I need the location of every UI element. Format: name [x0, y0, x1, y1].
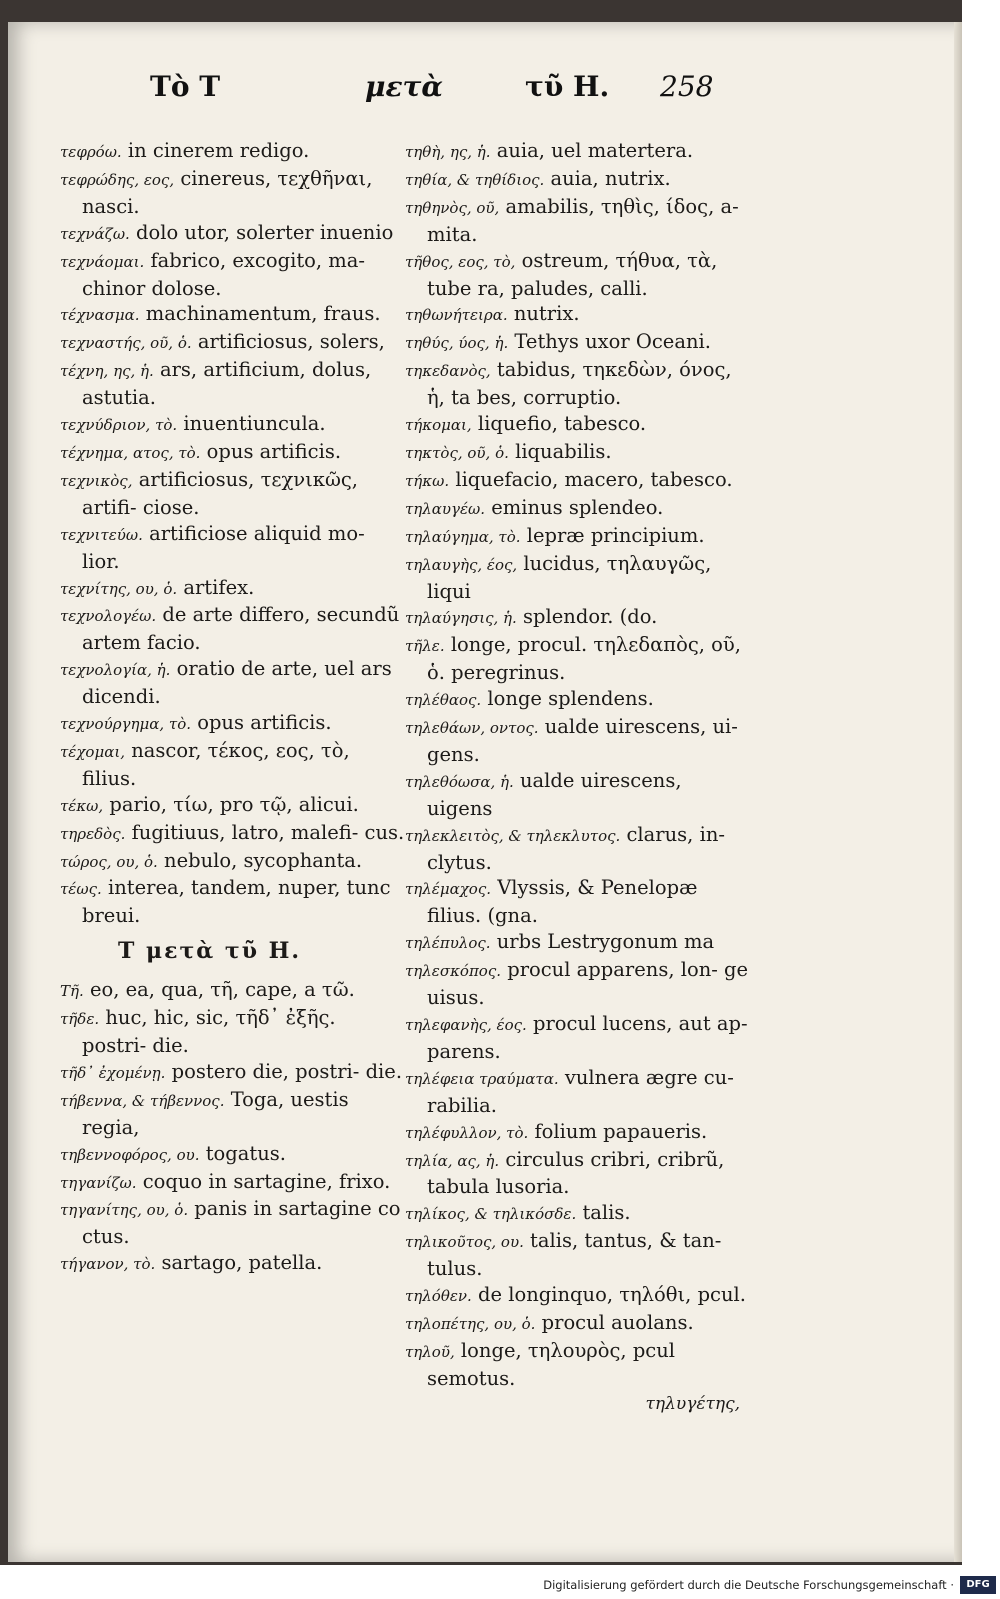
- entry-headword: τηλοπέτης, ου, ὁ.: [405, 1314, 536, 1333]
- dictionary-entry: [60, 138, 405, 166]
- page-edge: [954, 22, 962, 1562]
- dictionary-entry: [405, 714, 750, 768]
- entry-headword: τηθία, & τηθίδιος.: [405, 170, 545, 189]
- entry-definition: panis in sartagine co ctus.: [82, 1197, 401, 1249]
- entry-headword: τεχνικὸς,: [60, 471, 133, 490]
- entry-definition: ualde uirescens, uigens: [427, 768, 682, 820]
- entry-definition: lucidus, τηλαυγῶς, liqui: [427, 551, 712, 603]
- entry-headword: τώρος, ου, ὁ.: [60, 852, 158, 871]
- entry-definition: huc, hic, sic, τῆδ᾽ ἐξῆς. postri- die.: [82, 1006, 336, 1057]
- entry-definition: eo, ea, qua, τῆ, cape, a τῶ.: [89, 978, 355, 1002]
- entry-headword: τέχνημα, ατος, τὸ.: [60, 443, 201, 462]
- entry-definition: procul auolans.: [541, 1310, 694, 1334]
- entry-headword: τηγανίζω.: [60, 1173, 137, 1192]
- entry-definition: pario, τίω, pro τῷ, alicui.: [109, 792, 359, 816]
- footer-credit: Digitalisierung gefördert durch die Deutsche Forschungsgemeinschaft ·: [543, 1578, 954, 1592]
- entry-headword: τηλικοῦτος, ου.: [405, 1233, 524, 1252]
- entry-headword: τῆδ᾽ ἐχομένῃ.: [60, 1063, 166, 1082]
- entry-definition: tabidus, τηκεδὼν, όνος, ἡ, ta bes, corruptio.: [427, 358, 732, 410]
- dictionary-entry: [60, 848, 405, 876]
- entry-headword: τεφρώδης, εος,: [60, 170, 175, 189]
- entry-headword: τεχνίτης, ου, ὁ.: [60, 579, 178, 598]
- dictionary-entry: [60, 656, 405, 710]
- dictionary-entry: [60, 166, 405, 220]
- entry-definition: longe, τηλουρὸς, pcul semotus.: [427, 1338, 676, 1390]
- entry-definition: artifex.: [183, 575, 255, 599]
- entry-headword: τηλαυγὴς, έος,: [405, 555, 518, 574]
- right-column: [405, 138, 750, 1418]
- dictionary-entry: [60, 820, 405, 848]
- dictionary-entry: [405, 495, 750, 523]
- dictionary-entry: [405, 686, 750, 714]
- entry-headword: τήκω.: [405, 471, 450, 490]
- section-heading: Τ μετὰ τῦ Η.: [118, 938, 302, 965]
- dictionary-entry: [60, 357, 405, 411]
- entry-headword: τηλαυγέω.: [405, 499, 486, 518]
- entry-headword: τηλεθάων, οντος.: [405, 719, 539, 738]
- entry-headword: τῆθος, εος, τὸ,: [405, 252, 516, 271]
- entry-definition: machinamentum, fraus.: [145, 302, 381, 326]
- dictionary-entry: [405, 166, 750, 194]
- entry-definition: postero die, postri- die.: [171, 1059, 403, 1083]
- dictionary-entry: [60, 977, 405, 1005]
- footer: [0, 1575, 1000, 1599]
- entry-headword: τέως.: [60, 880, 102, 899]
- entry-headword: τεχνούργημα, τὸ.: [60, 715, 191, 734]
- dictionary-entry: [60, 220, 405, 248]
- entry-definition: inuentiuncula.: [183, 412, 326, 436]
- dictionary-entry: [405, 957, 750, 1011]
- dictionary-entry: [60, 1059, 405, 1087]
- dictionary-entry: [60, 248, 405, 302]
- entry-headword: τηγανίτης, ου, ὁ.: [60, 1201, 189, 1220]
- dictionary-entry: [60, 1087, 405, 1141]
- running-head: [150, 70, 714, 120]
- entry-definition: Toga, uestis regia,: [82, 1087, 349, 1139]
- entry-definition: artificiosus, solers,: [197, 330, 385, 354]
- dictionary-entry: [60, 1005, 405, 1059]
- entry-headword: τήκομαι,: [405, 416, 472, 435]
- dictionary-entry: [405, 523, 750, 551]
- dictionary-entry: [405, 329, 750, 357]
- entry-definition: lepræ principium.: [526, 523, 705, 547]
- entry-headword: τεχνάομαι.: [60, 252, 145, 271]
- entry-definition: auia, nutrix.: [550, 166, 671, 190]
- entry-definition: splendor. (do.: [523, 605, 658, 629]
- entry-headword: τεχνολογία, ἡ.: [60, 661, 171, 680]
- dictionary-entry: [60, 1250, 405, 1278]
- entry-headword: τηθὴ, ης, ἡ.: [405, 143, 491, 161]
- dictionary-entry: [405, 194, 750, 248]
- dictionary-entry: [405, 1147, 750, 1201]
- dictionary-entry: [405, 248, 750, 302]
- running-head-right: τῦ Η.: [525, 70, 610, 103]
- entry-headword: τηλίκος, & τηλικόσδε.: [405, 1205, 577, 1224]
- entry-headword: τεχνάζω.: [60, 224, 130, 243]
- dictionary-entry: [60, 467, 405, 521]
- entry-headword: τέχνασμα.: [60, 306, 140, 325]
- dictionary-entry: [405, 138, 750, 166]
- dictionary-entry: [405, 1065, 750, 1119]
- dictionary-entry: [405, 1011, 750, 1065]
- dictionary-entry: [60, 575, 405, 603]
- running-head-middle: μετὰ: [365, 70, 443, 103]
- entry-headword: τηκτὸς, οῦ, ὁ.: [405, 443, 509, 462]
- dfg-logo: DFG: [960, 1576, 996, 1594]
- entry-definition: procul apparens, lon- ge uisus.: [427, 958, 749, 1010]
- entry-definition: Tethys uxor Oceani.: [514, 330, 711, 354]
- dictionary-entry: [405, 822, 750, 876]
- entry-headword: τέχομαι,: [60, 742, 125, 761]
- entry-definition: artificiosus, τεχνικῶς, artifi- ciose.: [82, 467, 358, 519]
- entry-headword: τηλαύγησις, ἡ.: [405, 609, 517, 628]
- dictionary-entry: [60, 521, 405, 575]
- entry-headword: τεχνιτεύω.: [60, 525, 143, 544]
- entry-definition: liquabilis.: [515, 439, 612, 463]
- entry-headword: τέχνη, ης, ἡ.: [60, 362, 154, 381]
- entry-definition: togatus.: [205, 1141, 287, 1165]
- entry-headword: τηλέφυλλον, τὸ.: [405, 1123, 529, 1142]
- dictionary-entry: [405, 301, 750, 329]
- entry-definition: cinereus, τεχθῆναι, nasci.: [82, 166, 373, 218]
- entry-headword: τηλέθαος.: [405, 691, 482, 710]
- entry-definition: nebulo, sycophanta.: [164, 848, 363, 872]
- entry-definition: eminus splendeo.: [491, 495, 664, 519]
- dictionary-entry: [405, 411, 750, 439]
- entry-headword: τηλεθόωσα, ἡ.: [405, 772, 514, 791]
- entry-definition: in cinerem redigo.: [127, 139, 310, 162]
- entry-definition: fabrico, excogito, ma- chinor dolose.: [82, 248, 365, 300]
- entry-headword: τηλεσκόπος.: [405, 962, 502, 981]
- entry-definition: longe, procul. τηλεδαπὸς, οῦ, ὁ. peregrinus.: [427, 633, 741, 685]
- entry-definition: opus artificis.: [197, 711, 332, 735]
- dictionary-entry: [405, 1228, 750, 1282]
- dictionary-entry: [405, 1200, 750, 1228]
- entry-headword: τηθηνὸς, οῦ,: [405, 198, 500, 217]
- dictionary-entry: [60, 301, 405, 329]
- page-number: 258: [660, 70, 714, 103]
- entry-headword: τήγανον, τὸ.: [60, 1255, 156, 1274]
- entry-definition: longe splendens.: [487, 687, 654, 711]
- dictionary-entry: [405, 632, 750, 686]
- entry-headword: τεχνύδριον, τὸ.: [60, 416, 178, 435]
- dictionary-entry: [60, 439, 405, 467]
- entry-headword: τηλαύγημα, τὸ.: [405, 527, 521, 546]
- entry-definition: nascor, τέκος, εος, τὸ, filius.: [82, 738, 350, 790]
- entry-headword: τηλοῦ,: [405, 1342, 455, 1361]
- entry-definition: folium papaueris.: [534, 1119, 708, 1143]
- dictionary-entry: [405, 604, 750, 632]
- entry-headword: τεφρόω.: [60, 143, 122, 161]
- entry-definition: amabilis, τηθὶς, ίδος, a- mita.: [427, 194, 739, 246]
- entry-headword: τηλεφανὴς, έος.: [405, 1016, 527, 1034]
- running-head-left: Τὸ Τ: [150, 70, 221, 103]
- entry-definition: sartago, patella.: [161, 1251, 323, 1275]
- entry-headword: τεχνολογέω.: [60, 607, 157, 626]
- entry-headword: τηκεδανὸς,: [405, 362, 491, 381]
- entry-headword: τηλέφεια τραύματα.: [405, 1069, 559, 1088]
- entry-headword: τηβεννοφόρος, ου.: [60, 1145, 200, 1164]
- entry-definition: circulus cribri, cribrũ, tabula lusoria.: [427, 1147, 725, 1199]
- dictionary-entry: [60, 1141, 405, 1169]
- entry-headword: τηθύς, ύος, ἡ.: [405, 334, 509, 353]
- entry-headword: τῆδε.: [60, 1010, 100, 1029]
- dictionary-entry: [60, 792, 405, 820]
- entry-headword: τηλέμαχος.: [405, 880, 492, 899]
- entry-definition: opus artificis.: [206, 439, 342, 463]
- dictionary-entry: [60, 875, 405, 929]
- dictionary-entry: [405, 439, 750, 467]
- dictionary-entry: [405, 551, 750, 605]
- dictionary-entry: [405, 357, 750, 411]
- left-column: [60, 138, 405, 1278]
- entry-definition: de longinquo, τηλόθι, pcul.: [478, 1283, 746, 1307]
- entry-headword: τῆλε.: [405, 637, 445, 656]
- entry-definition: liquefacio, macero, tabesco.: [455, 467, 733, 491]
- entry-definition: nutrix.: [513, 302, 580, 326]
- entry-headword: τεχναστής, οῦ, ὁ.: [60, 334, 192, 353]
- entry-headword: τηρεδὸς.: [60, 824, 126, 843]
- entry-headword: τέκω,: [60, 796, 104, 815]
- dictionary-entry: [60, 1169, 405, 1197]
- entry-headword: τηλεκλειτὸς, & τηλεκλυτος.: [405, 826, 621, 845]
- entry-definition: urbs Lestrygonum ma: [496, 930, 715, 954]
- dictionary-entry: [60, 710, 405, 738]
- entry-headword: τηλόθεν.: [405, 1287, 472, 1306]
- entry-definition: ars, artificium, dolus, astutia.: [82, 358, 372, 410]
- entry-definition: auia, uel matertera.: [496, 139, 694, 162]
- entry-definition: interea, tandem, nuper, tunc breui.: [82, 876, 391, 928]
- dictionary-entry: [405, 768, 750, 822]
- entry-definition: Vlyssis, & Penelopæ filius. (gna.: [427, 876, 698, 928]
- entry-definition: talis.: [582, 1201, 631, 1225]
- dictionary-entry: [60, 738, 405, 792]
- entry-definition: clarus, in- clytus.: [427, 822, 725, 874]
- dictionary-entry: [405, 1310, 750, 1338]
- entry-definition: fugitiuus, latro, malefi- cus.: [131, 820, 405, 844]
- dictionary-entry: [405, 1282, 750, 1310]
- dictionary-entry: [60, 329, 405, 357]
- entry-definition: ualde uirescens, ui- gens.: [427, 715, 738, 766]
- dictionary-entry: [405, 875, 750, 929]
- entry-definition: ostreum, τήθυα, τὰ, tube ra, paludes, calli.: [427, 248, 718, 300]
- entry-definition: de arte differo, secundũ artem facio.: [82, 603, 400, 655]
- dictionary-entry: [60, 411, 405, 439]
- entry-headword: τήβεννα, & τήβεννος.: [60, 1091, 225, 1110]
- dictionary-entry: [405, 467, 750, 495]
- dictionary-entry: [405, 929, 750, 957]
- entry-definition: procul lucens, aut ap- parens.: [427, 1012, 748, 1063]
- entry-definition: vulnera ægre cu- rabilia.: [427, 1065, 734, 1117]
- entry-headword: τηλέπυλος.: [405, 934, 491, 953]
- entry-definition: talis, tantus, & tan- tulus.: [427, 1229, 722, 1281]
- dictionary-entry: [405, 1338, 750, 1392]
- entry-definition: coquo in sartagine, frixo.: [142, 1169, 391, 1193]
- dictionary-entry: [60, 602, 405, 656]
- dictionary-entry: [405, 1119, 750, 1147]
- entry-headword: τηλία, ας, ἡ.: [405, 1151, 500, 1170]
- entry-headword: τηθωνήτειρα.: [405, 306, 508, 325]
- entry-headword: Τῆ.: [60, 982, 84, 1001]
- entry-definition: liquefio, tabesco.: [477, 412, 647, 436]
- catchword: τηλυγέτης,: [645, 1393, 740, 1414]
- entry-definition: dolo utor, solerter inuenio: [136, 220, 394, 244]
- dictionary-entry: [60, 1196, 405, 1250]
- entry-definition: oratio de arte, uel ars dicendi.: [82, 657, 392, 709]
- entry-definition: artificiose aliquid mo- lior.: [82, 521, 365, 573]
